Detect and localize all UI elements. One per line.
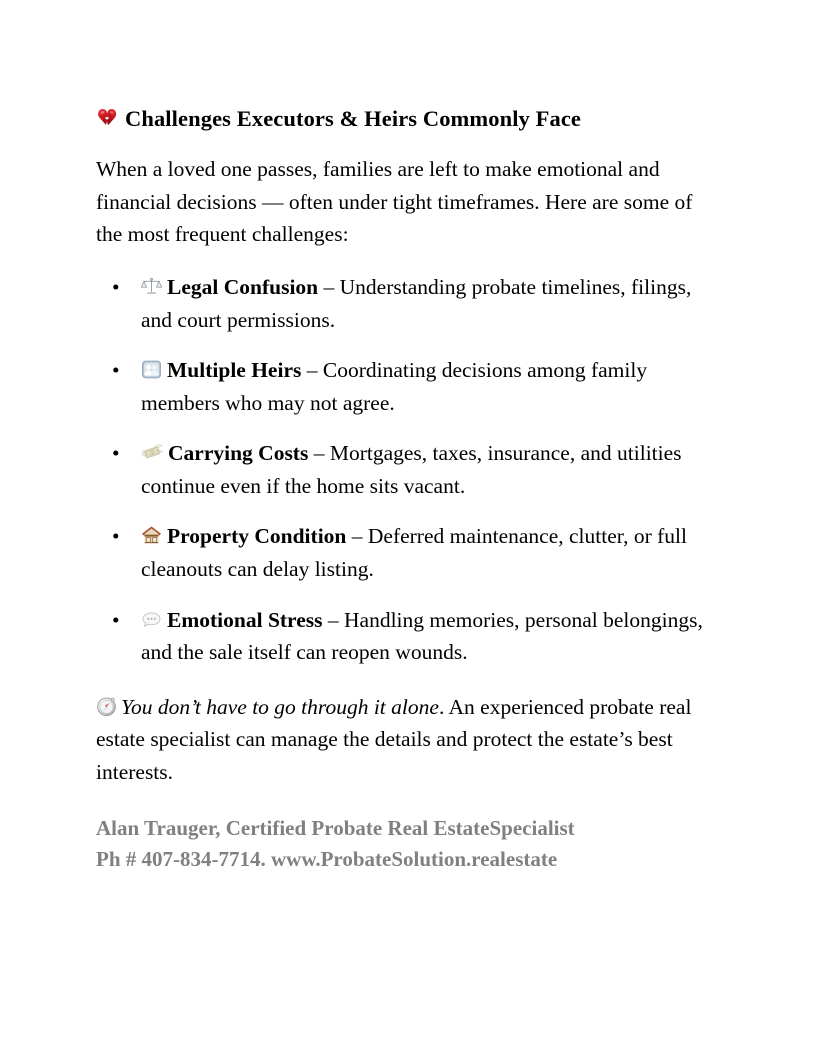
list-item-text: Understanding probate timelines, filings, and court permissions. [141, 274, 692, 332]
list-item-dash: – [322, 607, 344, 632]
signature-contact-line: Ph # 407-834-7714. www.ProbateSolution.realestate [96, 846, 558, 871]
list-item-text: Deferred maintenance, clutter, or full cleanouts can delay listing. [141, 524, 687, 582]
bullet-marker: • [112, 524, 120, 549]
list-item [96, 604, 720, 669]
challenges-list [96, 271, 720, 669]
page-title-text: Challenges Executors & Heirs Commonly Face [125, 106, 582, 131]
page-title [96, 105, 720, 133]
signature-name-line: Alan Trauger, Certified Probate Real EstateSpecialist [96, 815, 575, 840]
list-item-label: Emotional Stress [167, 607, 323, 632]
list-item [96, 437, 720, 502]
balance-scale-icon [141, 276, 162, 297]
broken-heart-icon [96, 107, 118, 129]
money-with-wings-icon [141, 441, 163, 463]
list-item [96, 271, 720, 336]
closing-emphasis: You don’t have to go through it alone [121, 694, 439, 719]
list-item-label: Carrying Costs [168, 441, 309, 466]
speech-balloon-icon [141, 609, 162, 630]
signature-block [96, 813, 720, 875]
list-item-text: Mortgages, taxes, insurance, and utilities continue even if the home sits vacant. [141, 441, 682, 498]
list-item-text: Handling memories, personal belongings, and the sale itself can reopen wounds. [141, 607, 703, 665]
list-item-dash: – [308, 441, 330, 466]
list-item-label: Legal Confusion [167, 274, 319, 299]
list-item-dash: – [346, 524, 368, 549]
list-item [96, 354, 720, 419]
closing-text: . An experienced probate real estate specialist can manage the details and protect the estate’s best interests. [96, 694, 692, 785]
house-icon [141, 524, 162, 546]
list-item-label: Property Condition [167, 524, 347, 549]
svg-text:$: $ [150, 450, 154, 456]
busts-in-silhouette-icon [141, 359, 162, 380]
document-body [96, 105, 720, 875]
intro-paragraph: When a loved one passes, families are left to make emotional and financial decisions — often under tight timeframes. Here are some of the most frequent challenges: [96, 157, 693, 247]
compass-icon [96, 696, 117, 717]
list-item [96, 520, 720, 585]
list-item-dash: – [318, 274, 340, 299]
bullet-marker: • [112, 274, 120, 299]
list-item-dash: – [301, 358, 323, 383]
bullet-marker: • [112, 441, 120, 466]
list-item-label: Multiple Heirs [167, 358, 302, 383]
closing-paragraph [96, 691, 720, 789]
list-item-text: Coordinating decisions among family members who may not agree. [141, 358, 648, 415]
bullet-marker: • [112, 358, 120, 383]
bullet-marker: • [112, 607, 120, 632]
